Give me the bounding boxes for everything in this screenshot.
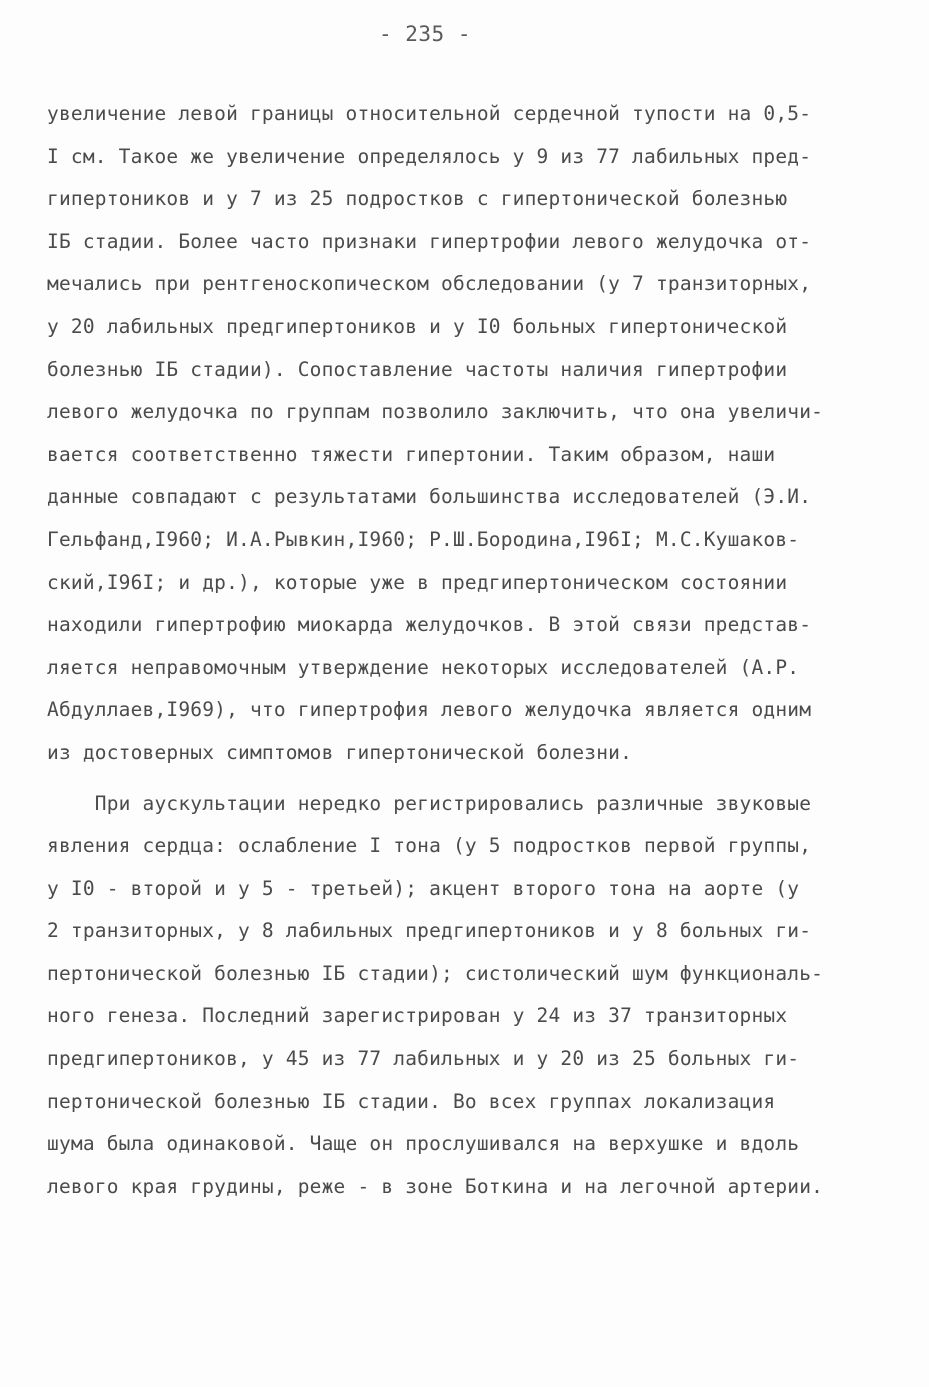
text-line: шума была одинаковой. Чаще он прослушивался на верхушке и вдоль (47, 1132, 800, 1156)
text-line: 2 транзиторных, у 8 лабильных предгипертоников и у 8 больных ги- (47, 919, 812, 943)
text-line: у I0 - второй и у 5 - третьей); акцент второго тона на аорте (у (47, 876, 800, 900)
text-line: данные совпадают с результатами большинства исследователей (Э.И. (47, 485, 812, 509)
text-line: пертонической болезнью IБ стадии. Во всех группах локализация (47, 1089, 776, 1113)
text-line: гипертоников и у 7 из 25 подростков с гипертонической болезнью (47, 187, 788, 211)
text-line: I см. Такое же увеличение определялось у 9 из 77 лабильных пред- (47, 144, 812, 168)
page-number: - 235 - (378, 22, 471, 46)
text-line: мечались при рентгеноскопическом обследовании (у 7 транзиторных, (47, 272, 812, 296)
text-line: ляется неправомочным утверждение некоторых исследователей (А.Р. (47, 655, 800, 679)
body-text (47, 93, 877, 1208)
text-line: ский,I96I; и др.), которые уже в предгипертоническом состоянии (47, 570, 788, 594)
text-line: левого края грудины, реже - в зоне Боткина и на легочной артерии. (47, 1174, 824, 1198)
text-line: IБ стадии. Более часто признаки гипертрофии левого желудочка от- (47, 229, 812, 253)
text-line: ного генеза. Последний зарегистрирован у 24 из 37 транзиторных (47, 1004, 788, 1028)
text-line: у 20 лабильных предгипертоников и у I0 больных гипертонической (47, 314, 788, 338)
text-line: явления сердца: ослабление I тона (у 5 подростков первой группы, (47, 834, 812, 858)
text-line: вается соответственно тяжести гипертонии. Таким образом, наши (47, 442, 776, 466)
text-line: из достоверных симптомов гипертонической болезни. (47, 740, 633, 764)
text-line: пертонической болезнью IБ стадии); систолический шум функциональ- (47, 961, 824, 985)
text-line: левого желудочка по группам позволило заключить, что она увеличи- (47, 400, 824, 424)
text-line: болезнью IБ стадии). Сопоставление частоты наличия гипертрофии (47, 357, 788, 381)
text-line: При аускультации нередко регистрировались различные звуковые (47, 791, 812, 815)
text-line: Абдуллаев,I969), что гипертрофия левого желудочка является одним (47, 698, 812, 722)
text-line: находили гипертрофию миокарда желудочков. В этой связи представ- (47, 613, 812, 637)
text-line: предгипертоников, у 45 из 77 лабильных и у 20 из 25 больных ги- (47, 1047, 800, 1071)
paragraph-2 (47, 783, 877, 1209)
text-line: увеличение левой границы относительной сердечной тупости на 0,5- (47, 102, 812, 125)
text-line: Гельфанд,I960; И.А.Рывкин,I960; Р.Ш.Бородина,I96I; М.С.Кушаков- (47, 527, 800, 551)
paragraph-1 (47, 93, 877, 775)
